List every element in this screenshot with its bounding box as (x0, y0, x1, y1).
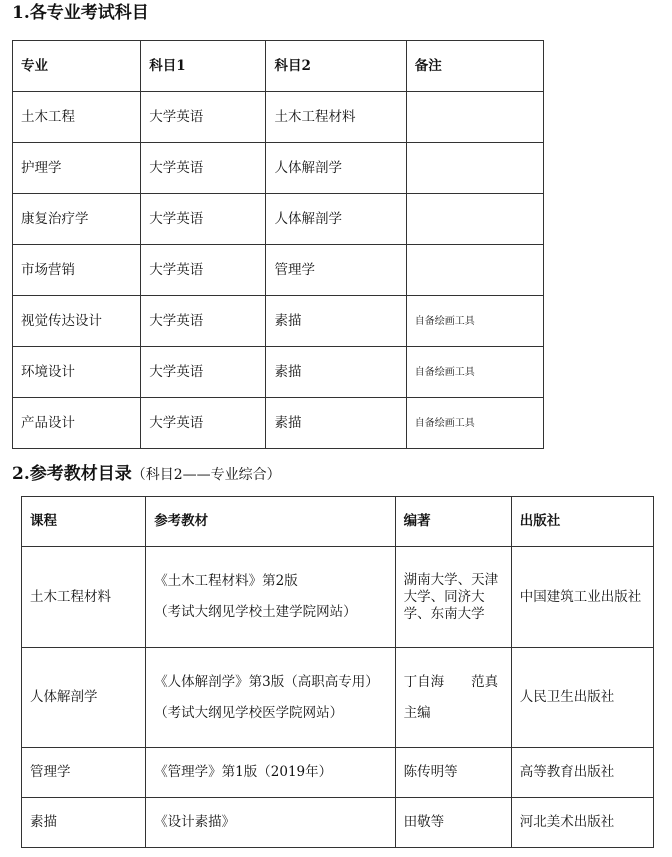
book-title: 《设计素描》 (154, 814, 236, 830)
header-author: 编著 (395, 497, 511, 547)
cell-author (395, 798, 511, 848)
table-row (13, 398, 544, 449)
table-header-row (22, 497, 654, 547)
cell-notes (406, 92, 543, 143)
cell-subject2: 人体解剖学 (266, 194, 406, 245)
cell-course: 土木工程材料 (22, 547, 146, 648)
section1-title: 1.各专业考试科目 (12, 3, 149, 23)
cell-author (395, 748, 511, 798)
book-note: （考试大纲见学校土建学院网站） (154, 604, 357, 620)
cell-major: 产品设计 (13, 398, 141, 449)
cell-subject2: 素描 (266, 398, 406, 449)
cell-major: 康复治疗学 (13, 194, 141, 245)
exam-subjects-table (12, 40, 544, 449)
table-header-row (13, 41, 544, 92)
cell-subject2: 素描 (266, 296, 406, 347)
header-reference-book: 参考教材 (146, 497, 395, 547)
cell-notes (406, 194, 543, 245)
book-title: 《管理学》第1版（2019年） (154, 764, 333, 780)
table-row (13, 194, 544, 245)
cell-author (395, 547, 511, 648)
cell-notes: 自备绘画工具 (406, 296, 543, 347)
author-role: 主编 (403, 704, 431, 721)
section2-subtitle: （科目2——专业综合） (131, 467, 281, 483)
cell-course: 管理学 (22, 748, 146, 798)
cell-book (146, 648, 395, 748)
header-subject1: 科目1 (141, 41, 266, 92)
cell-major: 市场营销 (13, 245, 141, 296)
cell-subject1: 大学英语 (141, 245, 266, 296)
cell-notes (406, 143, 543, 194)
cell-major: 视觉传达设计 (13, 296, 141, 347)
cell-course: 人体解剖学 (22, 648, 146, 748)
cell-subject1: 大学英语 (141, 296, 266, 347)
author-name: 丁自海 范真 (403, 673, 499, 690)
cell-subject2: 土木工程材料 (266, 92, 406, 143)
book-note: （考试大纲见学校医学院网站） (154, 704, 344, 721)
cell-author (395, 648, 511, 748)
cell-publisher: 中国建筑工业出版社 (511, 547, 653, 648)
book-title: 《土木工程材料》第2版 (154, 573, 298, 589)
section2-heading (12, 463, 281, 486)
cell-book (146, 547, 395, 648)
cell-subject1: 大学英语 (141, 194, 266, 245)
cell-subject1: 大学英语 (141, 92, 266, 143)
cell-subject1: 大学英语 (141, 398, 266, 449)
book-title: 《人体解剖学》第3版（高职高专用） (154, 673, 379, 690)
table-row (13, 245, 544, 296)
cell-publisher: 河北美术出版社 (511, 798, 653, 848)
cell-subject2: 人体解剖学 (266, 143, 406, 194)
cell-course: 素描 (22, 798, 146, 848)
header-notes: 备注 (406, 41, 543, 92)
cell-subject2: 素描 (266, 347, 406, 398)
cell-subject2: 管理学 (266, 245, 406, 296)
cell-notes: 自备绘画工具 (406, 347, 543, 398)
author-name: 湖南大学、天津大学、同济大学、东南大学 (403, 571, 499, 622)
cell-notes: 自备绘画工具 (406, 398, 543, 449)
cell-book (146, 798, 395, 848)
header-major: 专业 (13, 41, 141, 92)
table-row (13, 92, 544, 143)
header-course: 课程 (22, 497, 146, 547)
table-row (22, 748, 654, 798)
cell-major: 环境设计 (13, 347, 141, 398)
header-subject2: 科目2 (266, 41, 406, 92)
table-row (13, 347, 544, 398)
table-row (22, 547, 654, 648)
cell-book (146, 748, 395, 798)
cell-major: 护理学 (13, 143, 141, 194)
author-name: 田敬等 (403, 814, 445, 830)
author-name: 陈传明等 (403, 764, 458, 780)
cell-subject1: 大学英语 (141, 143, 266, 194)
table-row (22, 648, 654, 748)
table-row (22, 798, 654, 848)
reference-books-table (21, 496, 654, 848)
cell-major: 土木工程 (13, 92, 141, 143)
cell-publisher: 人民卫生出版社 (511, 648, 653, 748)
table-row (13, 143, 544, 194)
cell-notes (406, 245, 543, 296)
cell-publisher: 高等教育出版社 (511, 748, 653, 798)
cell-subject1: 大学英语 (141, 347, 266, 398)
section2-title: 2.参考教材目录 (12, 464, 132, 484)
table-row (13, 296, 544, 347)
header-publisher: 出版社 (511, 497, 653, 547)
